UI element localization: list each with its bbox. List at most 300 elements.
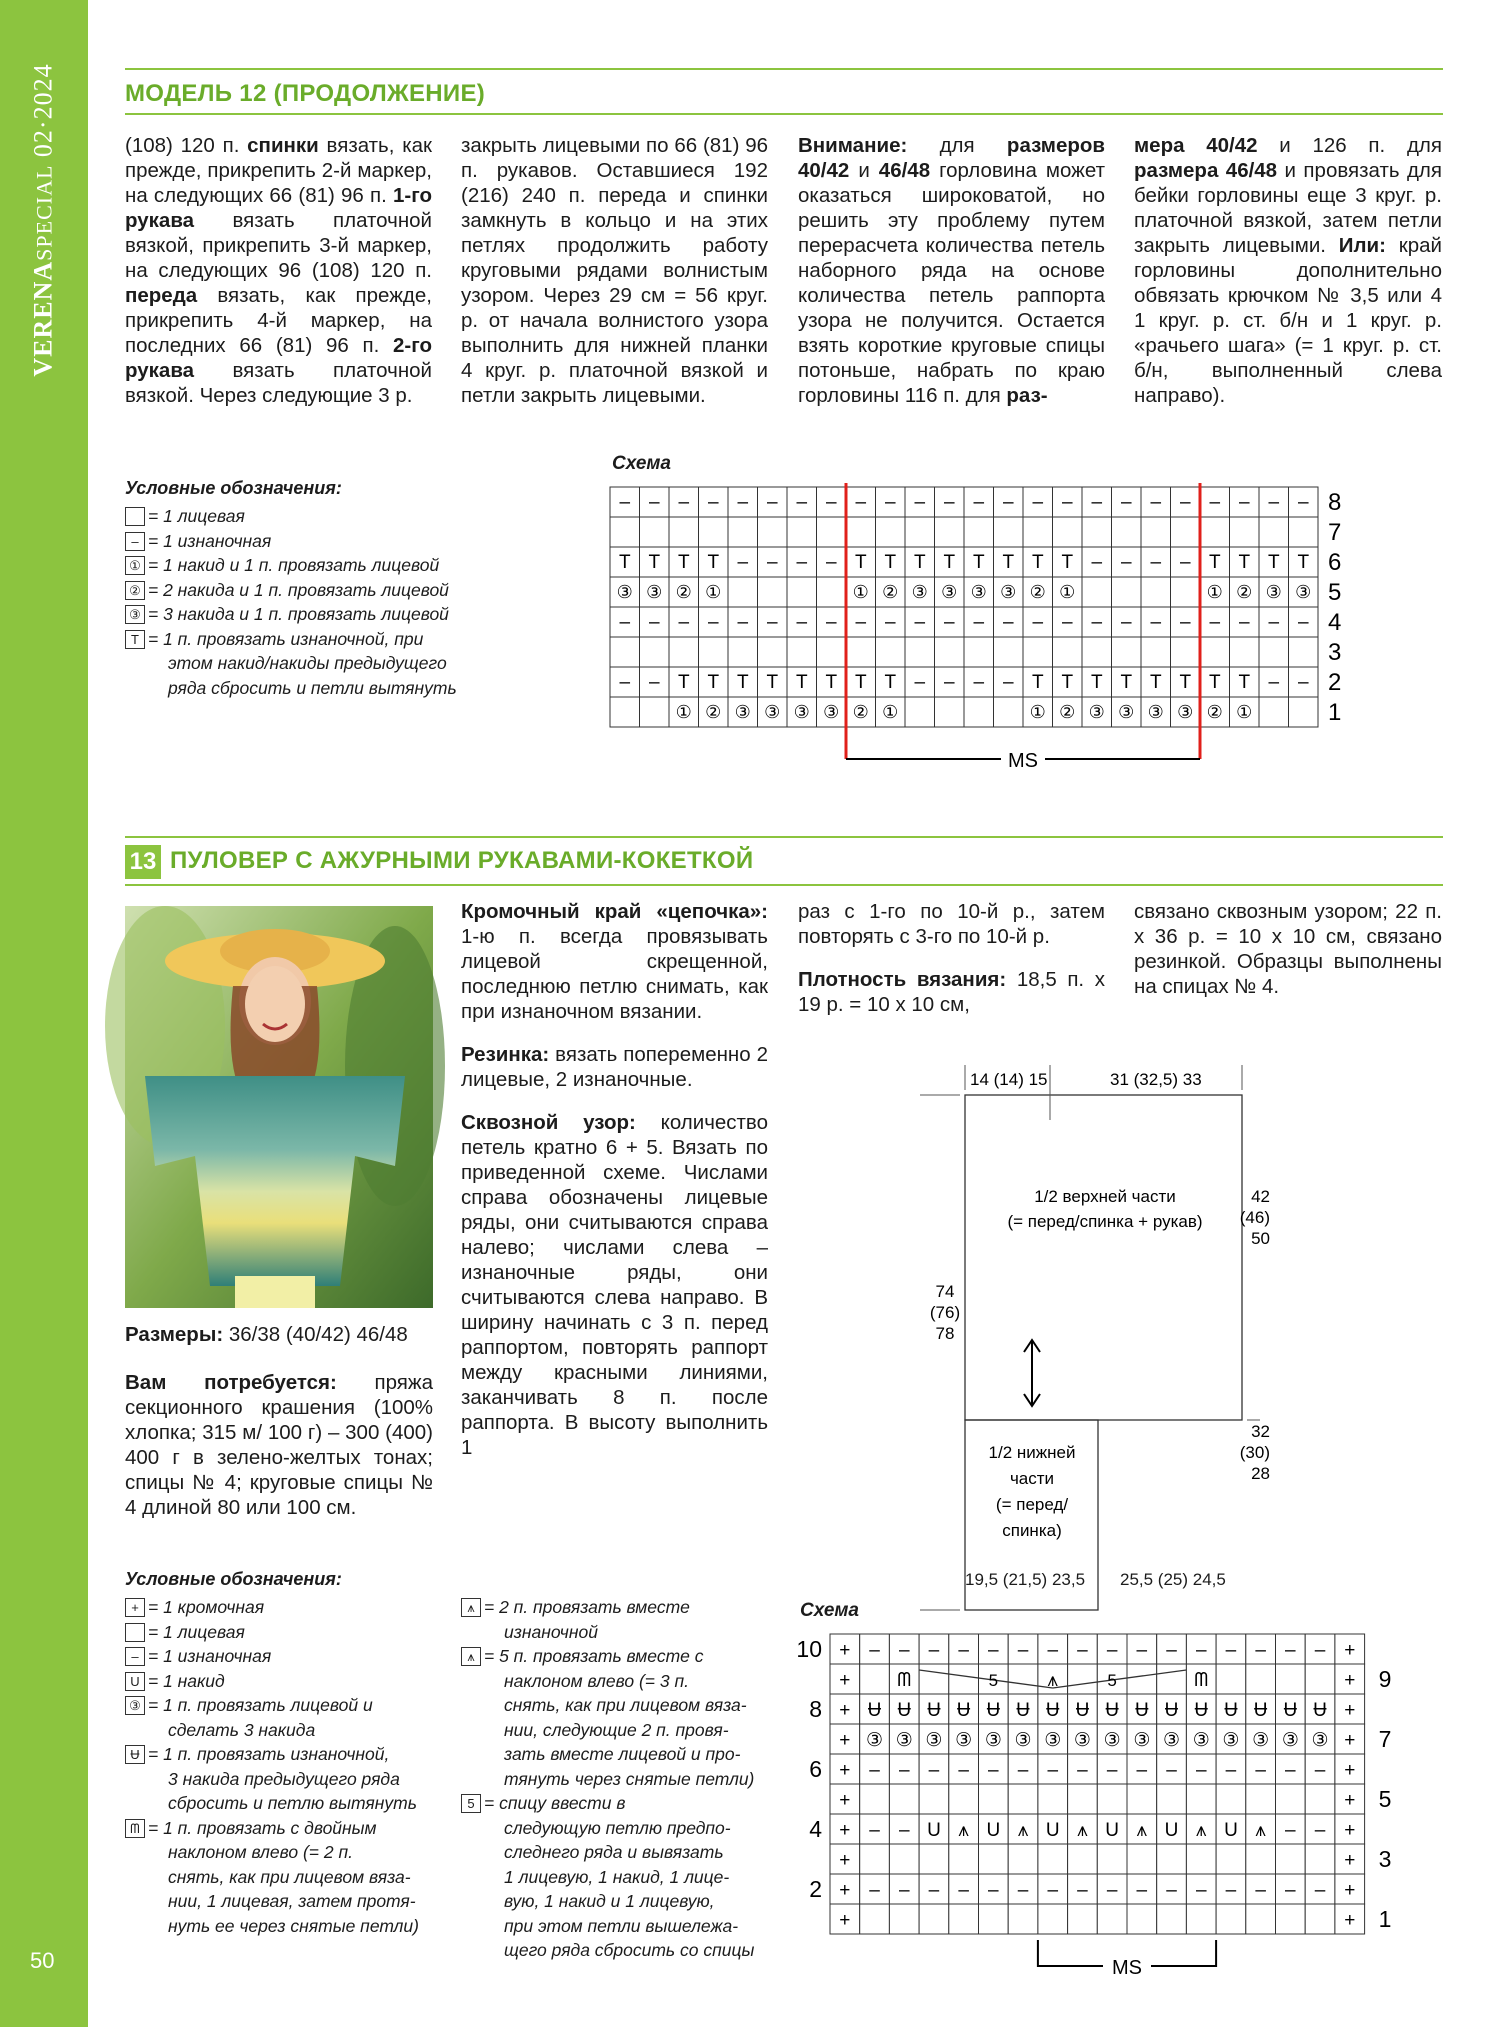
legend-symbol-icon: ① (125, 556, 145, 575)
legend-item (125, 1644, 445, 1669)
legend-text: = 1 лицевая (148, 1621, 245, 1642)
chart-cell (1068, 1844, 1098, 1874)
chart-cell-symbol: ③ (925, 1730, 943, 1751)
chart-cell-symbol: T (1149, 672, 1162, 693)
chart-cell-symbol: Ʉ (1016, 1700, 1030, 1721)
model12-col1: (108) 120 п. спинки вязать, как прежде, прикрепить 2-й маркер, на следующих 66 (81) 96 п. 1-го рукава вязать платочной вязкой, прикрепить 3-й маркер, на следующих 96 (108) 120 п. переда вязать, как прежде, прикрепить 4-й маркер, на последних 66 (81) 96 п. 2-го рукава вязать платочной вязкой. Через следующие 3 р. (125, 134, 432, 407)
chart-cell (994, 517, 1024, 547)
chart-cell (1141, 637, 1171, 667)
chart-cell-symbol: – (1150, 552, 1162, 573)
legend-text: = спицу ввести в (484, 1793, 626, 1813)
chart-cell-symbol: – (914, 672, 926, 693)
chart-cell-symbol: – (619, 612, 631, 633)
model13-col3-text: раз с 1-го по 10-й р., затем повторять с 3-го по 10-й р. (798, 900, 1105, 948)
chart-cell-symbol: T (1267, 552, 1280, 573)
chart-cell-symbol: – (825, 492, 837, 513)
model13-col2-paragraph: Сквозной узор: количество петель кратно 6 + 5. Вязать по приведенной схеме. Числами справа обозначены лицевые ряды, они считываются справа налево; числами слева – изнаночные ряды, они считываются слева направо. В ширину начинать с 3 п. перед раппортом, повторять раппорт между красными линиями, заканчивать 8 п. после раппорта. В высоту выполнить 1 (461, 1111, 768, 1459)
chart-cell (817, 517, 847, 547)
upper-piece-label: 1/2 верхней части (1034, 1187, 1176, 1206)
chart-cell-symbol: – (1255, 1640, 1266, 1661)
chart-cell (1097, 1844, 1127, 1874)
legend-text: наклоном влево (= 2 п. (168, 1842, 353, 1862)
chart-cell-symbol: ⩚ (958, 1820, 970, 1841)
sizes-label: Размеры: (125, 1323, 224, 1346)
chart-cell (919, 1784, 949, 1814)
chart-row-number: 4 (1328, 609, 1342, 636)
chart-cell (1246, 1784, 1276, 1814)
legend-item (125, 1620, 445, 1645)
chart-cell (1157, 1784, 1187, 1814)
chart-cell-symbol: T (736, 672, 749, 693)
chart-cell (817, 637, 847, 667)
legend-item (461, 1718, 776, 1743)
model13-col3 (798, 899, 1105, 1035)
chart-cell-symbol: – (1106, 1880, 1118, 1901)
chart-cell (610, 517, 640, 547)
legend-text: нуть ее через снятые петли) (168, 1915, 419, 1936)
chart-cell-symbol: T (1031, 552, 1044, 573)
chart-cell-symbol: – (914, 492, 926, 513)
legend-text: = 1 изнаночная (148, 1646, 272, 1666)
chart-cell-symbol: T (1297, 552, 1310, 573)
chart-cell-symbol: – (1002, 492, 1014, 513)
chart-cell (758, 517, 788, 547)
chart-cell (889, 1844, 919, 1874)
legend-item (125, 1914, 445, 1939)
chart-cell-symbol: ③ (1014, 1730, 1032, 1751)
chart-cell-symbol: ① (705, 582, 722, 602)
chart-cell (1289, 637, 1319, 667)
chart-cell (1082, 577, 1112, 607)
legend-symbol-icon: 5 (461, 1794, 481, 1813)
legend-text: = 3 накида и 1 п. провязать лицевой (148, 604, 449, 624)
chart-cell-symbol: – (1120, 612, 1132, 633)
chart-cell-symbol: – (1268, 612, 1280, 633)
model13-col2-paragraph: Резинка: вязать попеременно 2 лицевые, 2 изнаночные. (461, 1043, 768, 1091)
chart-cell-symbol: ② (852, 702, 869, 722)
chart-cell-symbol: – (1077, 1880, 1088, 1901)
chart-cell-symbol: + (839, 1730, 851, 1751)
chart-cell-symbol: – (766, 552, 778, 573)
chart-cell-symbol: ① (852, 582, 869, 602)
chart-cell (979, 1844, 1009, 1874)
chart-cell (905, 637, 935, 667)
chart-cell (1023, 517, 1053, 547)
chart-cell-symbol: ③ (1222, 1730, 1240, 1751)
chart-cell-symbol: – (928, 1640, 940, 1661)
legend-item (461, 1644, 776, 1669)
chart-cell-symbol: Ʉ (897, 1700, 912, 1721)
chart-cell (860, 1664, 890, 1694)
chart-cell-symbol: Ʉ (867, 1700, 882, 1721)
chart-cell (1082, 637, 1112, 667)
chart-cell (1305, 1784, 1335, 1814)
chart-cell-symbol: T (1208, 552, 1221, 573)
chart-cell-symbol: – (1225, 1640, 1237, 1661)
issue-number: 02·2024 (29, 63, 58, 158)
chart-cell (860, 1904, 890, 1934)
chart-cell (728, 577, 758, 607)
chart-cell (889, 1904, 919, 1934)
chart-cell (919, 1844, 949, 1874)
chart-cell-symbol: + (839, 1640, 851, 1661)
chart-cell (876, 637, 906, 667)
chart-cell-symbol: T (1061, 552, 1074, 573)
chart-cell-symbol: ③ (1044, 1730, 1062, 1751)
legend-item (125, 553, 495, 578)
chart-cell-symbol: – (1002, 672, 1014, 693)
chart-cell (1127, 1844, 1157, 1874)
legend-text: = 1 п. провязать изнаночной, (148, 1744, 390, 1764)
chart-cell-symbol: – (1238, 612, 1250, 633)
legend-symbol-icon (125, 507, 145, 526)
chart-cell (1141, 517, 1171, 547)
chart-cell (787, 577, 817, 607)
chart-cell-symbol: T (943, 552, 956, 573)
chart-cell-symbol: + (1344, 1640, 1356, 1661)
dim-label: 25,5 (25) 24,5 (1120, 1570, 1226, 1589)
chart-cell-symbol: U (1105, 1820, 1120, 1841)
legend-text: при этом петли вышележа- (504, 1915, 739, 1936)
model13-pattern-diagram (920, 1050, 1270, 1610)
model13-legend-left (125, 1595, 445, 1938)
chart-cell-symbol: – (1061, 492, 1073, 513)
chart-cell-symbol: ③ (1147, 702, 1164, 722)
chart-cell (964, 637, 994, 667)
chart-cell-symbol: – (796, 492, 808, 513)
chart-cell-symbol: – (1150, 612, 1162, 633)
chart-cell-symbol: ③ (734, 702, 751, 722)
chart-cell-symbol: T (1002, 552, 1015, 573)
chart-cell (1186, 1784, 1216, 1814)
chart-cell-symbol: – (1032, 492, 1044, 513)
chart-cell-symbol: T (1031, 672, 1044, 693)
chart-cell-symbol: Ʉ (1164, 1700, 1179, 1721)
chart-cell (1038, 1904, 1068, 1934)
chart-row-number: 6 (809, 1756, 822, 1782)
chart-cell (1216, 1784, 1246, 1814)
chart-cell-symbol: – (855, 492, 867, 513)
chart-cell-symbol: – (1002, 612, 1014, 633)
chart-cell-symbol: – (914, 612, 926, 633)
chart-cell-symbol: – (1106, 1760, 1118, 1781)
chart-cell (817, 577, 847, 607)
legend-symbol-icon: ③ (125, 1696, 145, 1715)
chart-cell (610, 697, 640, 727)
chart-cell-symbol: – (619, 672, 631, 693)
chart-cell (1008, 1664, 1038, 1694)
chart-cell-symbol: Ʉ (1313, 1700, 1327, 1721)
chart-cell-symbol: ③ (970, 582, 987, 602)
legend-symbol-icon: T (125, 630, 145, 649)
model13-materials (125, 1370, 433, 1520)
chart-cell-symbol: ② (1029, 582, 1046, 602)
chart-cell-symbol: ③ (1103, 1730, 1121, 1751)
chart-cell-symbol: T (677, 552, 690, 573)
chart-cell-symbol: ③ (616, 582, 633, 602)
chart-cell (1141, 577, 1171, 607)
model12-col4: мера 40/42 и 126 п. для размера 46/48 и провязать для бейки горловины еще 3 круг. р. платочной вязкой, затем петли закрыть лицевыми. Или: край горловины дополнительно обвязать крючком № 3,5 или 4 1 круг. р. ст. б/н и 1 круг. р. «рачьего шага» (= 1 круг. р. ст. б/н, выполненный слева направо). (1134, 134, 1442, 407)
model12-chart-title: Схема (612, 453, 672, 474)
chart-cell-symbol: – (1179, 612, 1191, 633)
chart-cell-symbol: ② (1059, 702, 1076, 722)
chart-cell-symbol: + (1344, 1790, 1356, 1811)
magazine-name: VERENA (29, 260, 58, 377)
chart-cell-symbol: – (737, 552, 749, 573)
model12-col2: закрыть лицевыми по 66 (81) 96 п. рукавов. Оставшиеся 192 (216) 240 п. переда и спинки замкнуть в кольцо и на этих петлях продолжить работу круговыми рядами волнистым узором. Через 29 см = 56 круг. р. от начала волнистого узора выполнить для нижней планки 4 круг. р. платочной вязкой и петли закрыть лицевыми. (461, 134, 768, 407)
chart-cell (949, 1904, 979, 1934)
chart-cell (1216, 1904, 1246, 1934)
chart-cell (889, 1784, 919, 1814)
chart-cell (919, 1904, 949, 1934)
chart-cell-symbol: – (707, 612, 719, 633)
legend-item (461, 1669, 776, 1694)
chart-cell (640, 697, 670, 727)
chart-cell (1276, 1784, 1306, 1814)
section-rule (125, 884, 1443, 886)
legend-text: = 2 п. провязать вместе (484, 1597, 690, 1617)
legend-text: нии, 1 лицевая, затем протя- (168, 1891, 416, 1911)
chart-cell-symbol: – (958, 1880, 969, 1901)
legend-item (125, 1718, 445, 1743)
chart-cell (1068, 1904, 1098, 1934)
cable-number: 5 (1107, 1671, 1117, 1690)
chart-cell-symbol: + (839, 1700, 851, 1721)
materials-label: Вам потребуется: (125, 1371, 337, 1394)
chart-cell (1305, 1904, 1335, 1934)
chart-cell-symbol: – (973, 672, 985, 693)
chart-cell (1200, 517, 1230, 547)
chart-cell-symbol: ③ (764, 702, 781, 722)
legend-text: тянуть через снятые петли) (504, 1768, 755, 1789)
chart-cell (1082, 517, 1112, 547)
chart-cell-symbol: ② (1236, 582, 1253, 602)
chart-cell (1008, 1784, 1038, 1814)
section-rule (125, 836, 1443, 838)
legend-item (461, 1742, 776, 1767)
section-rule (125, 113, 1443, 115)
chart-cell-symbol: – (1120, 552, 1132, 573)
legend-text: = 5 п. провязать вместе с (484, 1646, 704, 1666)
legend-item (461, 1791, 776, 1816)
model13-col2 (461, 899, 768, 1478)
chart-cell-symbol: Ʉ (927, 1700, 941, 1721)
chart-cell (1008, 1844, 1038, 1874)
lower-piece-label: (= перед/ (995, 1495, 1069, 1514)
chart-cell (1171, 577, 1201, 607)
chart-cell-symbol: T (766, 672, 779, 693)
chart-cell-symbol: – (1047, 1640, 1059, 1661)
chart-cell (1097, 1784, 1127, 1814)
chart-cell-symbol: – (869, 1760, 880, 1781)
chart-cell-symbol: U (1224, 1820, 1238, 1841)
chart-cell (1157, 1844, 1187, 1874)
chart-cell (728, 517, 758, 547)
chart-cell (1276, 1664, 1306, 1694)
chart-cell-symbol: – (648, 612, 660, 633)
chart-cell-symbol: ③ (1311, 1730, 1329, 1751)
legend-item (125, 1669, 445, 1694)
chart-cell-symbol: ③ (1265, 582, 1282, 602)
chart-cell-symbol: – (943, 612, 955, 633)
chart-cell-symbol: – (1195, 1760, 1207, 1781)
legend-text: ряда сбросить и петли вытянуть (168, 677, 457, 698)
chart-cell-symbol: – (1238, 492, 1250, 513)
chart-cell (949, 1784, 979, 1814)
dim-label: 31 (32,5) 33 (1110, 1070, 1202, 1089)
legend-item (125, 1742, 445, 1767)
chart-cell-symbol: + (839, 1760, 851, 1781)
chart-cell-symbol: + (1344, 1700, 1356, 1721)
chart-cell-symbol: – (1077, 1760, 1088, 1781)
chart-cell-symbol: – (884, 612, 896, 633)
materials-value: пряжа секционного крашения (100% хлопка; 315 м/ 100 г) – 300 (400) 400 г в зелено-желтых тонах; спицы № 4; круговые спицы № 4 длиной 80 или 100 см. (125, 1371, 433, 1519)
chart-cell-symbol: – (1285, 1760, 1296, 1781)
chart-cell-symbol: – (1166, 1880, 1177, 1901)
chart-cell (1246, 1664, 1276, 1694)
dim-label: 78 (935, 1324, 955, 1343)
legend-text: = 1 накид (148, 1670, 225, 1691)
legend-item (461, 1595, 776, 1620)
legend-symbol-icon: – (125, 532, 145, 551)
chart-cell-symbol: – (737, 612, 749, 633)
model13-col2-paragraph: Кромочный край «цепочка»: 1-ю п. всегда провязывать лицевой скрещенной, последнюю петлю снимать, как при изнаночном вязании. (461, 900, 768, 1023)
chart-cell-symbol: + (839, 1850, 851, 1871)
chart-cell-symbol: – (796, 552, 808, 573)
chart-cell-symbol: U (986, 1820, 1001, 1841)
chart-cell (1216, 1844, 1246, 1874)
chart-cell-symbol: – (1166, 1640, 1177, 1661)
legend-item (125, 529, 495, 554)
chart-cell (1112, 517, 1142, 547)
chart-cell-symbol: – (1179, 492, 1191, 513)
model12-chart (600, 480, 1342, 772)
chart-row-number: 7 (1328, 519, 1342, 546)
chart-cell (1259, 697, 1289, 727)
chart-cell-symbol: – (1297, 612, 1309, 633)
chart-cell (979, 1784, 1009, 1814)
legend-symbol-icon: ⩚ (461, 1598, 481, 1617)
chart-cell (640, 517, 670, 547)
chart-cell-symbol: ③ (941, 582, 958, 602)
chart-cell-symbol: ③ (1073, 1730, 1091, 1751)
chart-cell-symbol: – (943, 672, 955, 693)
chart-cell (935, 637, 965, 667)
chart-cell-symbol: Ʉ (1283, 1700, 1298, 1721)
chart-cell-symbol: ① (1236, 702, 1253, 722)
chart-cell-symbol: – (825, 612, 837, 633)
model13-sizes (125, 1322, 433, 1347)
chart-cell-symbol: ③ (1252, 1730, 1270, 1751)
chart-cell (1186, 1904, 1216, 1934)
chart-cell-symbol: ⩚ (1047, 1670, 1059, 1691)
chart-cell (787, 517, 817, 547)
chart-cell-symbol: – (766, 612, 778, 633)
chart-cell-symbol: + (1344, 1670, 1356, 1691)
upper-piece-outline (965, 1095, 1242, 1420)
chart-cell (758, 637, 788, 667)
legend-text: = 1 накид и 1 п. провязать лицевой (148, 555, 440, 575)
legend-text: этом накид/накиды предыдущего (168, 653, 447, 673)
chart-cell-symbol: – (1047, 1760, 1059, 1781)
legend-text: 3 накида предыдущего ряда (168, 1768, 400, 1789)
chart-cell (669, 637, 699, 667)
chart-cell (1305, 1844, 1335, 1874)
chart-cell-symbol: – (869, 1880, 880, 1901)
legend-text: щего ряда сбросить со спицы (504, 1940, 755, 1960)
chart-cell (1068, 1664, 1098, 1694)
chart-cell-symbol: ⩚ (1195, 1820, 1207, 1841)
chart-cell-symbol: – (796, 612, 808, 633)
legend-item (125, 1816, 445, 1841)
chart-cell-symbol: ① (882, 702, 899, 722)
chart-cell-symbol: – (1209, 612, 1221, 633)
chart-cell (905, 517, 935, 547)
legend-symbol-icon: Ʉ (125, 1745, 145, 1764)
chart-cell-symbol: T (1208, 672, 1221, 693)
legend-text: следующую петлю предпо- (504, 1817, 731, 1838)
chart-cell (1127, 1664, 1157, 1694)
chart-cell-symbol: ⩚ (1017, 1820, 1029, 1841)
chart-cell-symbol: – (1314, 1640, 1326, 1661)
chart-cell-symbol: ③ (866, 1730, 884, 1751)
legend-item (461, 1816, 776, 1841)
chart-cell-symbol: ② (1206, 702, 1223, 722)
chart-cell-symbol: ③ (1088, 702, 1105, 722)
chart-cell-symbol: – (1136, 1640, 1148, 1661)
chart-cell-symbol: T (972, 552, 985, 573)
chart-cell-symbol: – (988, 1880, 999, 1901)
dim-label: 28 (1251, 1464, 1270, 1483)
chart-cell (846, 637, 876, 667)
chart-cell-symbol: T (1090, 672, 1103, 693)
legend-text: следнего ряда и вывязать (504, 1842, 724, 1862)
cable-number: 5 (988, 1671, 999, 1690)
lower-piece-label: 1/2 нижней (988, 1443, 1076, 1462)
chart-cell-symbol: + (1344, 1910, 1356, 1931)
model13-legend-right (461, 1595, 776, 1963)
chart-cell-symbol: – (943, 492, 955, 513)
chart-cell-symbol: ② (882, 582, 899, 602)
chart-cell-symbol: – (1314, 1880, 1326, 1901)
chart-cell-symbol: – (1017, 1640, 1029, 1661)
magazine-special: SPECIAL (32, 164, 57, 261)
chart-cell-symbol: – (1195, 1880, 1207, 1901)
chart-cell-symbol: ③ (984, 1730, 1002, 1751)
chart-cell-symbol: T (648, 552, 661, 573)
chart-cell-symbol: ③ (1192, 1730, 1210, 1751)
chart-cell-symbol: ⩚ (1255, 1820, 1267, 1841)
chart-cell-symbol: – (1268, 672, 1280, 693)
chart-cell-symbol: – (1106, 1640, 1118, 1661)
legend-text: нии, следующие 2 п. провя- (504, 1719, 729, 1740)
legend-text: снять, как при лицевом вяза- (504, 1695, 747, 1715)
chart-cell (610, 637, 640, 667)
chart-cell-symbol: – (898, 1760, 910, 1781)
chart-cell-symbol: – (1285, 1880, 1296, 1901)
chart-cell (640, 637, 670, 667)
dim-label: (76) (929, 1303, 961, 1322)
chart-cell-symbol: ① (1059, 582, 1076, 602)
chart-cell-symbol: – (1091, 492, 1103, 513)
legend-symbol-icon: ② (125, 581, 145, 600)
chart-cell-symbol: ③ (1118, 702, 1135, 722)
section-rule-top (125, 68, 1443, 70)
chart-row-number: 10 (796, 1636, 822, 1662)
chart-cell-symbol: T (1238, 552, 1251, 573)
chart-cell (876, 517, 906, 547)
legend-item (125, 627, 495, 652)
